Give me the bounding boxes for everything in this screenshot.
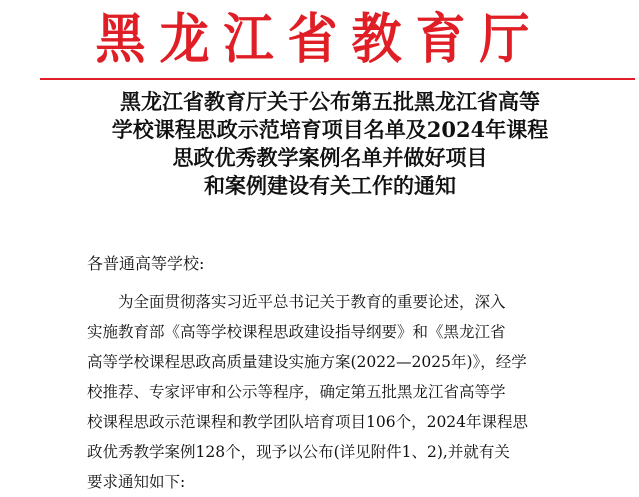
body-line-4: 校推荐、专家评审和公示等程序，确定第五批黑龙江省高等学	[87, 383, 506, 401]
body-paragraph	[87, 287, 607, 497]
letterhead-title: 黑龙江省教育厅	[95, 6, 544, 71]
letterhead	[0, 4, 639, 74]
title-line-1: 黑龙江省教育厅关于公布第五批黑龙江省高等	[120, 89, 540, 114]
title-line-3: 思政优秀教学案例名单并做好项目	[172, 145, 488, 170]
body-line-3: 高等学校课程思政高质量建设实施方案(2022—2025年)》，经学	[87, 353, 527, 371]
title-line-2: 学校课程思政示范培育项目名单及2024年课程	[111, 117, 549, 142]
letterhead-divider	[40, 78, 635, 80]
body-line-1: 为全面贯彻落实习近平总书记关于教育的重要论述，深入	[118, 293, 506, 311]
body-line-5: 校课程思政示范课程和教学团队培育项目106个，2024年课程思	[87, 413, 529, 431]
title-line-4: 和案例建设有关工作的通知	[204, 173, 456, 198]
document-title	[70, 88, 590, 200]
body-line-6: 政优秀教学案例128个，现予以公布(详见附件1、2),并就有关	[87, 443, 510, 461]
body-line-2: 实施教育部《高等学校课程思政建设指导纲要》和《黑龙江省	[87, 323, 506, 341]
body-line-7: 要求通知如下:	[87, 473, 186, 491]
salutation: 各普通高等学校:	[87, 254, 205, 273]
